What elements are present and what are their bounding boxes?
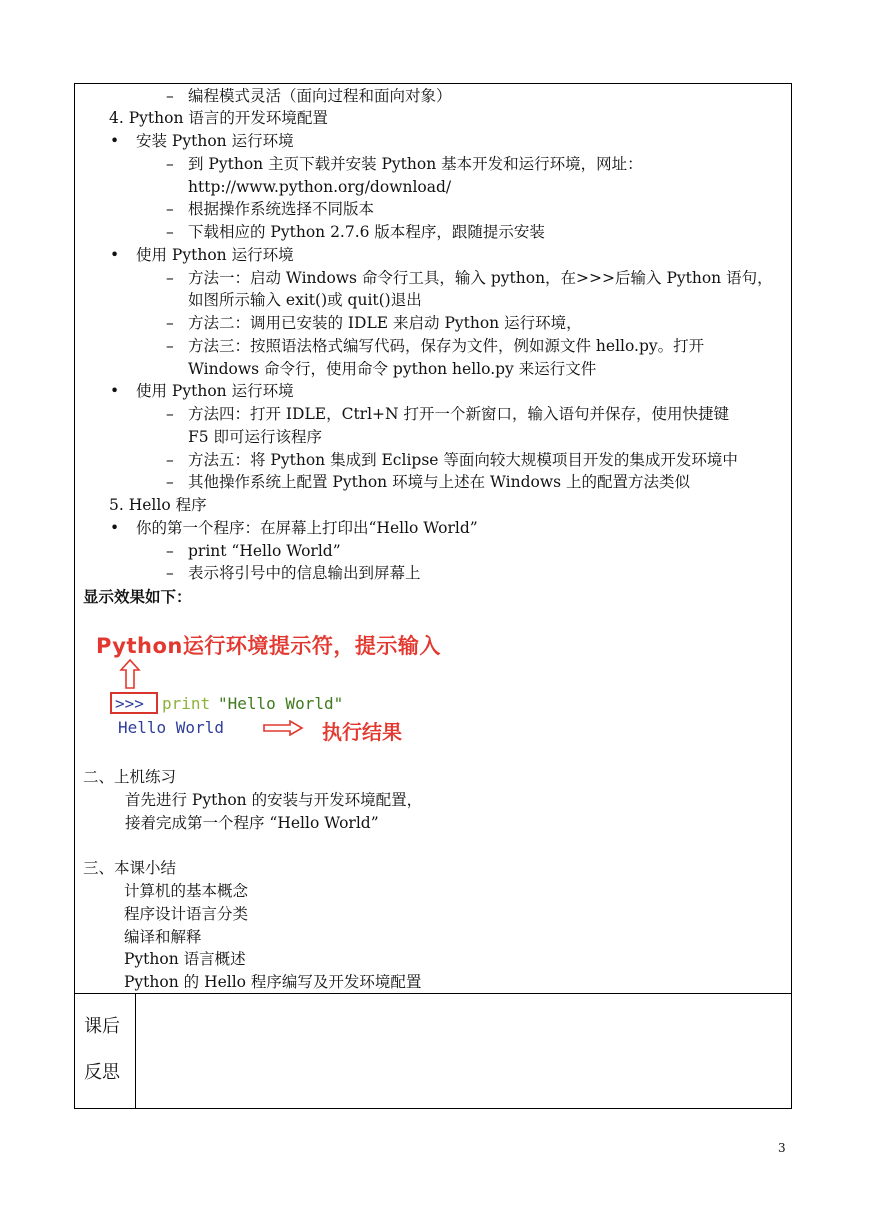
arrow-up-icon [118,658,142,690]
summary-item: 编译和解释 [124,928,202,946]
list-item: 下载相应的 Python 2.7.6 版本程序，跟随提示安装 [188,223,545,241]
prompt-symbol: >>> [115,694,144,713]
section-heading: 4. Python 语言的开发环境配置 [109,109,328,127]
list-item: 方法五：将 Python 集成到 Eclipse 等面向较大规模项目开发的集成开发环境中 [188,451,738,469]
arrow-right-icon [262,720,304,736]
table-row-divider [74,993,792,994]
dash-marker: – [166,314,174,332]
list-item: 根据操作系统选择不同版本 [188,200,375,218]
python-prompt-figure [88,624,448,748]
output-text: Hello World [118,718,224,737]
section-heading: 5. Hello 程序 [109,496,207,514]
summary-item: 计算机的基本概念 [124,882,249,900]
practice-heading: 二、上机练习 [83,768,177,786]
bullet-marker: • [110,519,120,537]
summary-item: Python 语言概述 [124,950,246,968]
list-item-continuation: F5 即可运行该程序 [188,428,323,446]
print-keyword: print [162,694,211,713]
dash-marker: – [166,542,174,560]
list-item: 方法四：打开 IDLE，Ctrl+N 打开一个新窗口，输入语句并保存，使用快捷键 [188,405,730,423]
list-item: 安装 Python 运行环境 [136,132,294,150]
list-item-continuation: 如图所示输入 exit()或 quit()退出 [188,291,422,309]
summary-item: Python 的 Hello 程序编写及开发环境配置 [124,973,422,991]
dash-marker: – [166,405,174,423]
practice-item: 首先进行 Python 的安装与开发环境配置， [125,791,423,809]
list-item: 使用 Python 运行环境 [136,382,294,400]
summary-item: 程序设计语言分类 [124,905,249,923]
list-item: print “Hello World” [188,542,341,560]
practice-item: 接着完成第一个程序 “Hello World” [125,814,379,832]
dash-marker: – [166,155,174,173]
summary-heading: 三、本课小结 [83,859,177,877]
list-item: 编程模式灵活（面向过程和面向对象） [188,87,452,105]
dash-marker: – [166,473,174,491]
dash-marker: – [166,223,174,241]
list-item: 到 Python 主页下载并安装 Python 基本开发和运行环境，网址： [188,155,643,173]
dash-marker: – [166,200,174,218]
list-item: 使用 Python 运行环境 [136,246,294,264]
list-item-continuation: Windows 命令行，使用命令 python hello.py 来运行文件 [188,360,597,378]
table-column-divider [135,993,136,1109]
list-item: 其他操作系统上配置 Python 环境与上述在 Windows 上的配置方法类似 [188,473,690,491]
list-item: 你的第一个程序：在屏幕上打印出“Hello World” [136,519,478,537]
list-item: 方法二：调用已安装的 IDLE 来启动 Python 运行环境， [188,314,582,332]
dash-marker: – [166,451,174,469]
figure-caption: Python运行环境提示符，提示输入 [96,634,441,658]
string-literal: "Hello World" [218,694,344,713]
dash-marker: – [166,564,174,582]
list-item-continuation: http://www.python.org/download/ [188,178,452,196]
list-item: 方法三：按照语法格式编写代码，保存为文件，例如源文件 hello.py。打开 [188,337,705,355]
bullet-marker: • [110,246,120,264]
result-label: 执行结果 [322,720,402,744]
list-item: 表示将引号中的信息输出到屏幕上 [188,564,421,582]
list-item: 方法一：启动 Windows 命令行工具，输入 python，在>>>后输入 Python 语句， [188,269,773,287]
display-heading: 显示效果如下： [83,587,192,606]
bullet-marker: • [110,132,120,150]
reflection-label: 课后 [84,1016,120,1037]
dash-marker: – [166,87,174,105]
dash-marker: – [166,337,174,355]
reflection-label: 反思 [84,1062,120,1083]
dash-marker: – [166,269,174,287]
bullet-marker: • [110,382,120,400]
page-number: 3 [778,1141,786,1155]
